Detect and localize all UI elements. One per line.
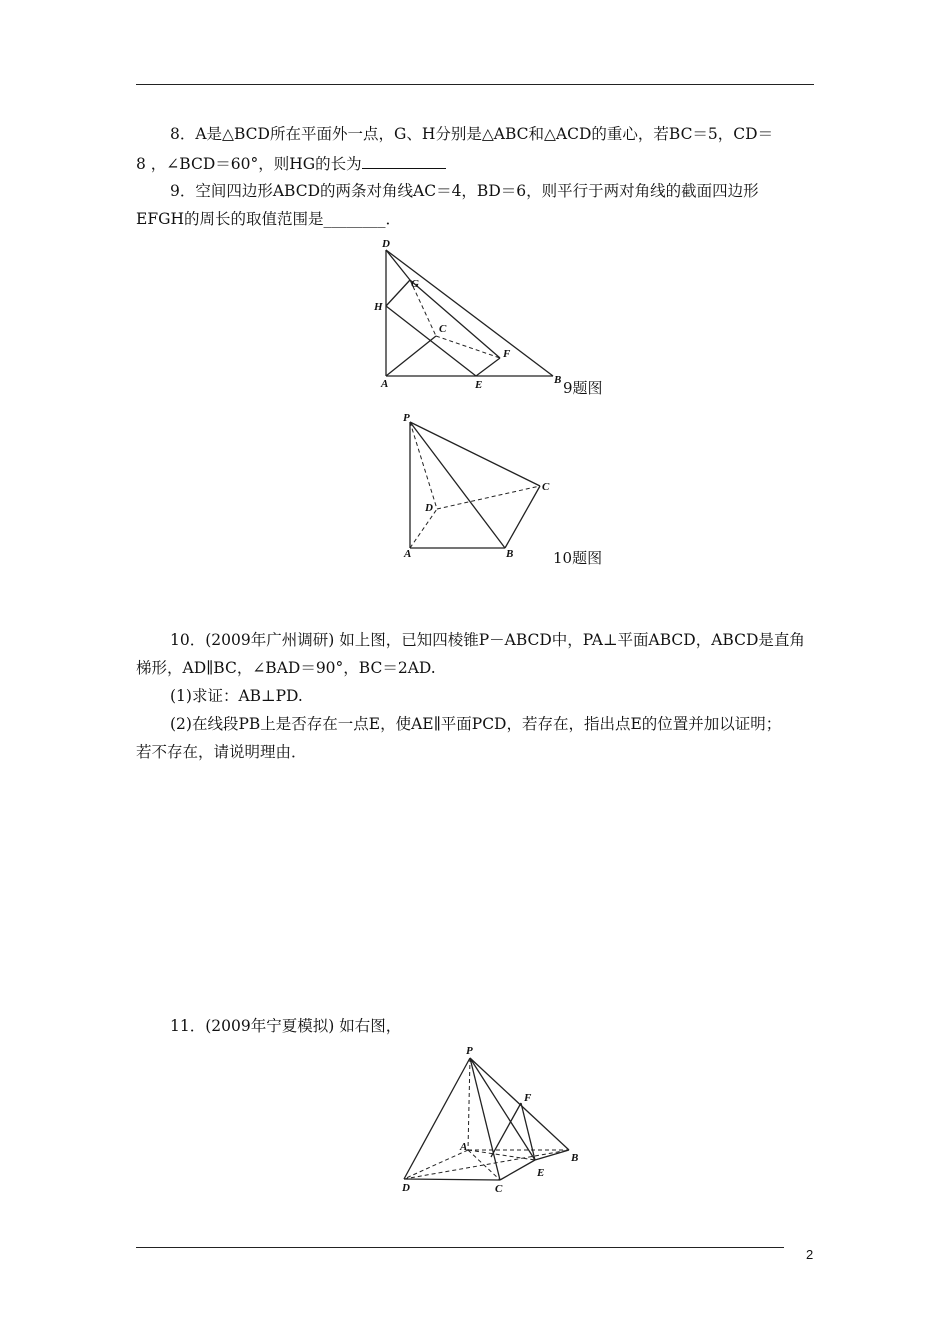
problem-10-part-2-line-1: (2)在线段PB上是否存在一点E，使AE∥平面PCD，若存在，指出点E的位置并加以证明； xyxy=(170,715,782,733)
figure-10-caption: 10题图 xyxy=(553,549,603,567)
label-G: G xyxy=(411,278,419,290)
label-D: D xyxy=(382,238,390,250)
figure-9-caption: 9题图 xyxy=(563,379,603,397)
edge-AC xyxy=(386,336,436,376)
figure-9-diagram xyxy=(360,236,620,396)
edge-AD xyxy=(410,509,437,548)
label-A: A xyxy=(404,548,412,560)
edge-AD xyxy=(404,1150,468,1179)
label-C: C xyxy=(439,323,447,335)
problem-10-line-2: 梯形，AD∥BC，∠BAD＝90°，BC＝2AD. xyxy=(136,659,436,677)
edge-PD xyxy=(404,1058,470,1179)
problem-8-line-1: 8．A是△BCD所在平面外一点，G、H分别是△ABC和△ACD的重心，若BC＝5，CD＝ xyxy=(170,125,774,143)
label-B: B xyxy=(554,374,562,386)
edge-DC xyxy=(437,486,540,509)
label-F: F xyxy=(524,1092,532,1104)
problem-10-line-1: 10．(2009年广州调研) 如上图，已知四棱锥P－ABCD中，PA⊥平面ABCD，ABCD是直角 xyxy=(170,631,805,649)
header-rule xyxy=(136,84,814,85)
label-A: A xyxy=(381,378,389,390)
edge-AE xyxy=(468,1150,535,1160)
edge-BC xyxy=(505,486,540,548)
label-A: A xyxy=(460,1141,468,1153)
label-D: D xyxy=(425,502,433,514)
edge-PB xyxy=(410,422,505,548)
problem-10-part-1: (1)求证：AB⊥PD. xyxy=(170,687,303,705)
problem-8-line-2 xyxy=(136,152,446,174)
edge-CF xyxy=(436,336,500,358)
problem-11-line-1: 11．(2009年宁夏模拟) 如右图， xyxy=(170,1017,402,1035)
edge-DC xyxy=(404,1179,500,1180)
label-E: E xyxy=(537,1167,545,1179)
edge-PC xyxy=(410,422,540,486)
label-P: P xyxy=(403,412,410,424)
problem-9-line-1: 9．空间四边形ABCD的两条对角线AC＝4，BD＝6，则平行于两对角线的截面四边形 xyxy=(170,182,759,200)
edge-DB xyxy=(386,250,553,376)
edge-PC xyxy=(470,1058,500,1180)
label-P: P xyxy=(466,1045,473,1057)
label-E: E xyxy=(475,379,483,391)
answer-blank-8 xyxy=(362,152,446,169)
label-B: B xyxy=(506,548,514,560)
label-C: C xyxy=(495,1183,503,1195)
edge-AC xyxy=(468,1150,500,1180)
footer-rule xyxy=(136,1247,784,1248)
problem-10-part-2-line-2: 若不存在，请说明理由． xyxy=(136,743,307,761)
edge-EF xyxy=(476,358,500,376)
edge-HG xyxy=(386,280,410,306)
problem-8-line-2-text: 8 ，∠BCD＝60°，则HG的长为 xyxy=(136,155,362,173)
page-number: 2 xyxy=(806,1247,814,1262)
figure-10-diagram xyxy=(390,408,590,558)
label-C: C xyxy=(542,481,550,493)
label-F: F xyxy=(503,348,511,360)
label-B: B xyxy=(571,1152,579,1164)
label-H: H xyxy=(374,301,383,313)
edge-CE xyxy=(500,1160,535,1180)
figure-11-diagram xyxy=(390,1040,600,1200)
problem-9-line-2: EFGH的周长的取值范围是________． xyxy=(136,210,401,228)
edge-EB xyxy=(535,1150,569,1160)
edge-PA xyxy=(468,1058,470,1150)
edge-PD xyxy=(410,422,437,509)
label-D: D xyxy=(402,1182,410,1194)
